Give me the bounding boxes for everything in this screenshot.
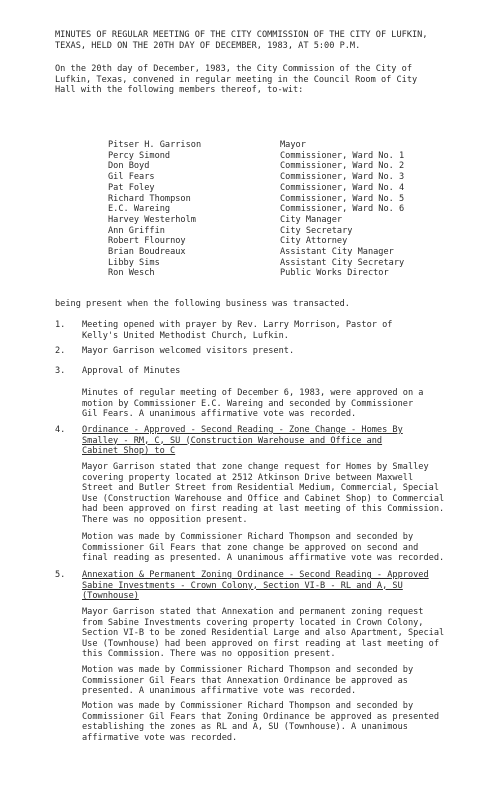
member-name: Richard Thompson <box>108 193 191 204</box>
member-title: Commissioner, Ward No. 4 <box>280 182 405 193</box>
member-name: Don Boyd <box>108 161 150 172</box>
member-title: Commissioner, Ward No. 3 <box>280 172 405 183</box>
roster-row <box>108 172 404 183</box>
roster-row <box>108 258 404 269</box>
member-title: Commissioner, Ward No. 6 <box>280 204 405 215</box>
roster-row <box>108 215 404 226</box>
zone-change-motion: Motion was made by Commissioner Richard Thompson and seconded by Commissioner Gil Fears that zone change be approved on second and final reading as presented. A unanimous affirmative vote was recorded. <box>82 532 445 564</box>
item-text: Approval of Minutes <box>82 366 181 376</box>
roster-row <box>108 194 404 205</box>
present-line: being present when the following business was transacted. <box>55 299 350 309</box>
roster-row <box>108 204 404 215</box>
item-number: 2. <box>55 346 66 356</box>
member-title: Mayor <box>280 140 306 150</box>
minutes-approval-paragraph: Minutes of regular meeting of December 6, 1983, were approved on a motion by Commissioner E.C. Wareing and seconded by Commissioner Gil Fears. A unanimous affirmative vote was recorded. <box>82 388 424 420</box>
roster-row <box>108 140 404 151</box>
item-number: 1. <box>55 320 66 330</box>
member-name: Ann Griffin <box>108 225 165 236</box>
member-name: Brian Boudreaux <box>108 247 186 258</box>
member-name: Robert Flournoy <box>108 236 186 247</box>
attendance-roster <box>108 140 404 279</box>
member-title: City Manager <box>280 214 343 225</box>
member-name: Gil Fears <box>108 172 155 183</box>
item-number: 5. <box>55 570 66 580</box>
item-text: Meeting opened with prayer by Rev. Larry Morrison, Pastor of Kelly's United Methodist Church, Lufkin. <box>82 320 393 341</box>
item-text: Mayor Garrison welcomed visitors present. <box>82 346 295 356</box>
roster-row <box>108 236 404 247</box>
member-title: Assistant City Secretary <box>280 257 405 268</box>
minutes-heading: MINUTES OF REGULAR MEETING OF THE CITY COMMISSION OF THE CITY OF LUFKIN, TEXAS, HELD ON THE 20TH DAY OF DECEMBER, 1983, AT 5:00 P.M. <box>55 30 428 51</box>
roster-row <box>108 151 404 162</box>
intro-paragraph: On the 20th day of December, 1983, the City Commission of the City of Lufkin, Texas, convened in regular meeting in the Council Room of City Hall with the following members thereof, to-wit: <box>55 64 418 96</box>
member-title: City Attorney <box>280 236 348 247</box>
member-name: Ron Wesch <box>108 268 155 279</box>
member-title: Public Works Director <box>280 268 389 279</box>
member-name: E.C. Wareing <box>108 204 171 215</box>
annexation-statement: Mayor Garrison stated that Annexation and permanent zoning request from Sabine Investments covering property located in Crown Colony, Section VI-B to be zoned Residential Large and also Apartment, Special Use (Townhouse) had been approved on first reading at last meeting of this Commission. There was no opposition present. <box>82 607 445 660</box>
member-title: Assistant City Manager <box>280 247 394 258</box>
roster-row <box>108 226 404 237</box>
roster-row <box>108 247 404 258</box>
roster-row <box>108 161 404 172</box>
zone-change-statement: Mayor Garrison stated that zone change request for Homes by Smalley covering property located at 2512 Atkinson Drive between Maxwell Street and Butler Street from Residential Medium, Commercial, Special Use (Construction Warehouse and Office and Cabinet Shop) to Commercial had been approved on first reading at last meeting of this Commission. There was no opposition present. <box>82 462 445 525</box>
item-text: Annexation & Permanent Zoning Ordinance - Second Reading - Approved Sabine Investments - Crown Colony, Section VI-B - RL and A, SU (Townhouse) <box>82 570 429 602</box>
member-title: Commissioner, Ward No. 2 <box>280 161 405 172</box>
member-name: Libby Sims <box>108 257 160 268</box>
member-name: Pat Foley <box>108 182 155 193</box>
member-name: Pitser H. Garrison <box>108 140 202 150</box>
member-name: Harvey Westerholm <box>108 214 196 225</box>
roster-row <box>108 268 404 279</box>
member-name: Percy Simond <box>108 150 171 161</box>
member-title: City Secretary <box>280 225 353 236</box>
roster-row <box>108 183 404 194</box>
item-text: Ordinance - Approved - Second Reading - Zone Change - Homes By Smalley - RM, C, SU (Construction Warehouse and Office and Cabinet Shop) to C <box>82 425 403 457</box>
zoning-motion: Motion was made by Commissioner Richard Thompson and seconded by Commissioner Gil Fears that Zoning Ordinance be approved as presented establishing the zones as RL and A, SU (Townhouse). A unanimous affirmative vote was recorded. <box>82 701 439 743</box>
annexation-motion: Motion was made by Commissioner Richard Thompson and seconded by Commissioner Gil Fears that Annexation Ordinance be approved as presented. A unanimous affirmative vote was recorded. <box>82 665 414 697</box>
member-title: Commissioner, Ward No. 1 <box>280 150 405 161</box>
item-number: 3. <box>55 366 66 376</box>
member-title: Commissioner, Ward No. 5 <box>280 193 405 204</box>
item-number: 4. <box>55 425 66 435</box>
